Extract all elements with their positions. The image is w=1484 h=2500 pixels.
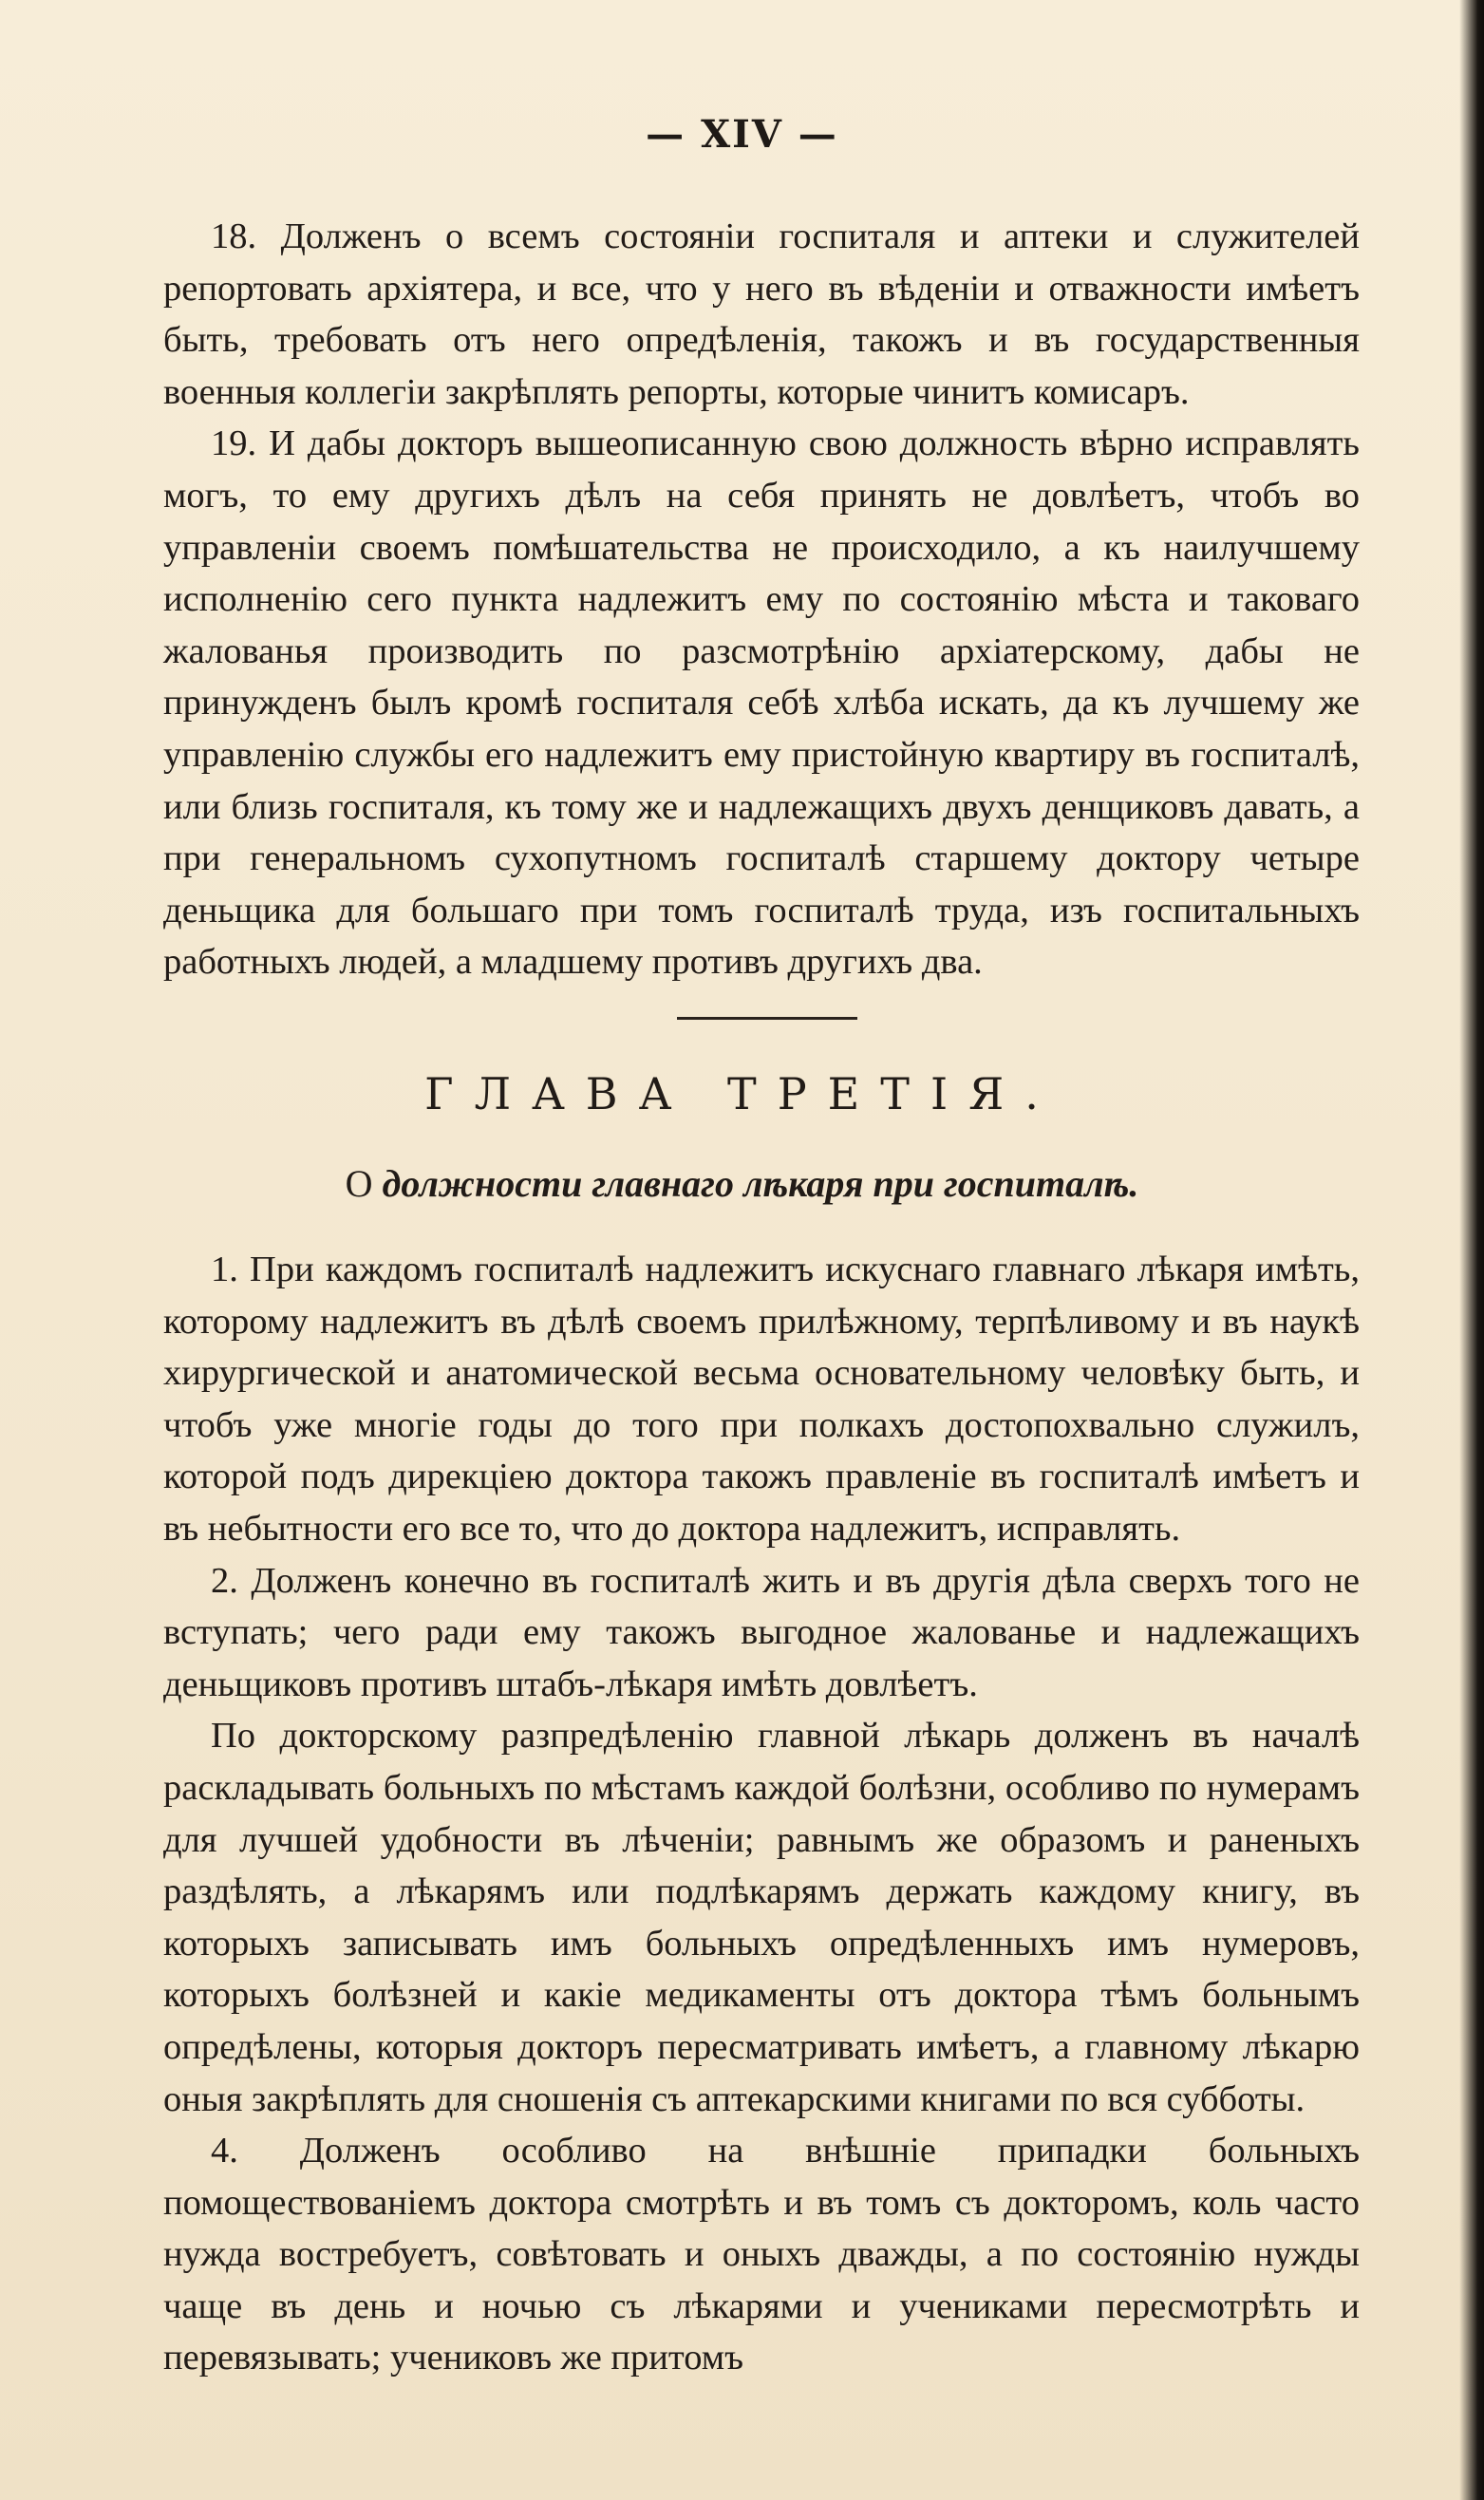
section-2-body [163, 1244, 1360, 2384]
section-1-body [163, 211, 1360, 988]
paragraph-2: 2. Долженъ конечно въ госпиталѣ жить и въ другія дѣла сверхъ того не вступать; чего ради ему такожъ выгодное жалованье и надлежащихъ деньщиковъ противъ штабъ-лѣкаря имѣть довлѣетъ. [163, 1560, 1360, 1704]
chapter-subtitle-lead: О [345, 1162, 373, 1205]
section-divider [677, 1017, 857, 1020]
chapter-subtitle [0, 1161, 1484, 1206]
paragraph-19: 19. И дабы докторъ вышеописанную свою должность вѣрно исправлять могъ, то ему другихъ дѣлъ на себя принять не довлѣетъ, чтобъ во управленіи своемъ помѣшательства не происходило, а къ наилучшему исполненію сего пункта надлежитъ ему по состоянію мѣста и таковаго жалованья производить по разсмотрѣнію архіатерскому, дабы не принужденъ былъ кромѣ госпиталя себѣ хлѣба искать, да къ лучшему же управленію службы его надлежитъ ему пристойную квартиру въ госпиталѣ, или близь госпиталя, къ тому же и надлежащихъ двухъ денщиковъ давать, а при генеральномъ сухопутномъ госпиталѣ старшему доктору четыре деньщика для большаго при томъ госпиталѣ труда, изъ госпитальныхъ работныхъ людей, а младшему противъ другихъ два. [163, 423, 1360, 983]
paragraph-1: 1. При каждомъ госпиталѣ надлежитъ искуснаго главнаго лѣкаря имѣть, которому надлежитъ въ дѣлѣ своемъ прилѣжному, терпѣливому и въ наукѣ хирургической и анатомической весьма основательному человѣку быть, и чтобъ уже многіе годы до того при полкахъ достопохвально служилъ, которой подъ дирекціею доктора такожъ правленіе въ госпиталѣ имѣетъ и въ небытности его все то, что до доктора надлежитъ, исправлять. [163, 1250, 1360, 1549]
chapter-subtitle-rest: должности главнаго лѣкаря при госпиталѣ. [382, 1162, 1139, 1205]
paragraph-4: 4. Долженъ особливо на внѣшніе припадки больныхъ помоществованіемъ доктора смотрѣть и въ томъ съ докторомъ, коль часто нужда востребуетъ, совѣтовать и оныхъ дважды, а по состоянію нужды чаще въ день и ночью съ лѣкарями и учениками пересмотрѣть и перевязывать; учениковъ же притомъ [163, 2131, 1360, 2378]
paragraph-18: 18. Долженъ о всемъ состояніи госпиталя и аптеки и служителей репортовать архіятера, и все, что у него въ вѣденіи и отважности имѣетъ быть, требовать отъ него опредѣленія, такожъ и въ государственныя военныя коллегіи закрѣплять репорты, которые чинитъ комисаръ. [163, 216, 1360, 412]
chapter-title: ГЛАВА ТРЕТІЯ. [424, 1068, 1060, 1119]
page-edge-shadow [1459, 0, 1484, 2500]
page-number-header: — XIV — [646, 112, 838, 157]
paragraph-3: По докторскому разпредѣленію главной лѣкарь долженъ въ началѣ раскладывать больныхъ по мѣстамъ каждой болѣзни, особливо по нумерамъ для лучшей удобности въ лѣченіи; равнымъ же образомъ и раненыхъ раздѣлять, а лѣкарямъ или подлѣкарямъ держать каждому книгу, въ которыхъ записывать имъ больныхъ опредѣленныхъ имъ нумеровъ, которыхъ болѣзней и какіе медикаменты отъ доктора тѣмъ больнымъ опредѣлены, которыя докторъ пересматривать имѣетъ, а главному лѣкарю оныя закрѣплять для сношенія съ аптекарскими книгами по вся субботы. [163, 1716, 1360, 2119]
